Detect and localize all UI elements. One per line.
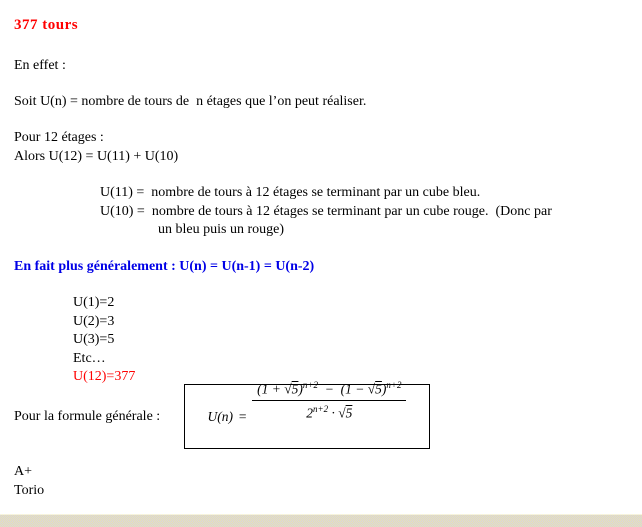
denominator-base: 2 xyxy=(306,405,313,421)
radicand-five: 5 xyxy=(345,405,353,421)
sqrt-icon: √ xyxy=(338,405,346,421)
signoff-a-plus: A+ xyxy=(14,464,33,479)
radicand-five: 5 xyxy=(375,381,382,396)
u10-explanation-line1: U(10) = nombre de tours à 12 étages se terminant par un cube rouge. (Donc par xyxy=(100,204,552,219)
formula-numerator xyxy=(252,380,406,402)
intro-line: En effet : xyxy=(14,58,66,73)
result-u12: U(12)=377 xyxy=(73,369,136,384)
formula-equals: = xyxy=(238,408,248,424)
recurrence-line: Alors U(12) = U(11) + U(10) xyxy=(14,149,179,164)
value-u3: U(3)=5 xyxy=(73,332,115,347)
numerator-exponent-2: n+2 xyxy=(386,379,402,390)
formula-denominator xyxy=(252,401,406,422)
formula-lhs: U(n) xyxy=(207,408,234,424)
u10-explanation-line2: un bleu puis un rouge) xyxy=(158,222,284,237)
definition-line: Soit U(n) = nombre de tours de n étages que l’on peut réaliser. xyxy=(14,94,367,109)
radicand-five: 5 xyxy=(291,381,299,396)
u11-explanation-line: U(11) = nombre de tours à 12 étages se terminant par un cube bleu. xyxy=(100,185,481,200)
case-label-line: Pour 12 étages : xyxy=(14,130,104,145)
close-paren: ) xyxy=(298,381,303,396)
sqrt-icon: √ xyxy=(367,381,376,396)
denominator-dot: · xyxy=(328,405,339,421)
value-etc: Etc… xyxy=(73,351,106,366)
numerator-term2-open: (1 − xyxy=(340,381,368,396)
numerator-minus: − xyxy=(318,381,341,396)
value-u1: U(1)=2 xyxy=(73,295,115,310)
numerator-term1-open: (1 + xyxy=(257,381,285,396)
denominator-exponent: n+2 xyxy=(313,404,329,414)
formula-label: Pour la formule générale : xyxy=(14,409,161,424)
sqrt-icon: √ xyxy=(284,381,292,396)
formula-fraction xyxy=(252,380,406,454)
formula-box xyxy=(184,379,430,449)
close-paren: ) xyxy=(381,381,387,396)
window-bottom-edge-bar xyxy=(0,514,642,527)
general-statement-heading: En fait plus généralement : U(n) = U(n-1) = U(n-2) xyxy=(14,259,315,274)
signoff-name: Torio xyxy=(14,483,45,498)
numerator-exponent-1: n+2 xyxy=(302,379,318,390)
document-title: 377 tours xyxy=(14,17,79,33)
value-u2: U(2)=3 xyxy=(73,314,115,329)
